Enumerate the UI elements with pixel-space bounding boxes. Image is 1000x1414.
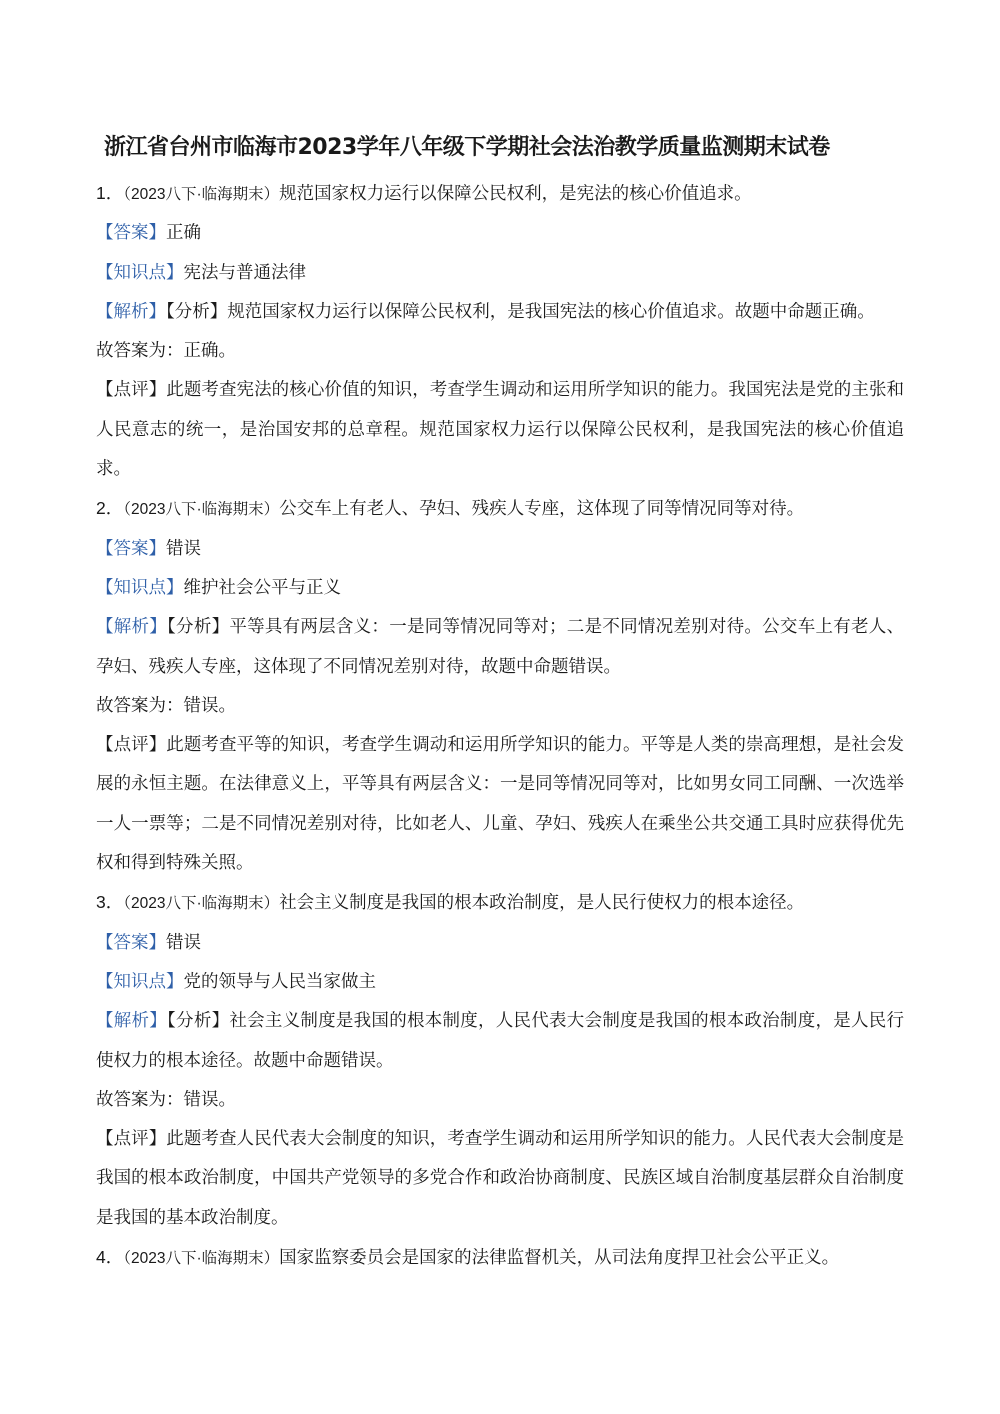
answer-value: 错误 [166,932,201,953]
analysis-text: 平等具有两层含义：一是同等情况同等对；二是不同情况差别对待。公交车上有老人、孕妇、残疾人专座，这体现了不同情况差别对待，故题中命题错误。 [96,617,905,677]
question-stem: 1．（2023八下·临海期末）规范国家权力运行以保障公民权利，是宪法的核心价值追求。 [96,183,752,204]
answer-line [96,924,904,963]
knowledge-line [96,254,904,293]
comment-label: 【点评】 [96,380,167,401]
answer-label: 【答案】 [96,538,166,559]
fenxi-label: 【分析】 [167,617,230,638]
knowledge-line [96,569,904,608]
analysis-label: 【解析】 [96,617,168,638]
analysis-text: 规范国家权力运行以保障公民权利，是我国宪法的核心价值追求。故题中命题正确。 [227,301,875,322]
answer-label: 【答案】 [96,223,166,244]
page-title: 浙江省台州市临海市2023学年八年级下学期社会法治教学质量监测期末试卷 [104,135,830,160]
analysis-line [96,1002,904,1081]
comment-line [96,1120,904,1238]
question-2 [96,489,904,883]
comment-label: 【点评】 [96,1129,167,1150]
knowledge-value: 宪法与普通法律 [183,262,306,283]
knowledge-label: 【知识点】 [96,262,184,283]
answer-value: 正确 [166,223,201,244]
answer-line [96,214,904,253]
knowledge-value: 党的领导与人民当家做主 [183,971,376,992]
final-answer-line: 故答案为：错误。 [96,1089,236,1110]
comment-text: 此题考查宪法的核心价值的知识，考查学生调动和运用所学知识的能力。我国宪法是党的主张和人民意志的统一，是治国安邦的总章程。规范国家权力运行以保障公民权利，是我国宪法的核心价值追求。 [96,380,905,480]
knowledge-line [96,963,904,1002]
comment-text: 此题考查平等的知识，考查学生调动和运用所学知识的能力。平等是人类的崇高理想，是社会发展的永恒主题。在法律意义上，平等具有两层含义：一是同等情况同等对，比如男女同工同酬、一次选举一人一票等；二是不同情况差别对待，比如老人、儿童、孕妇、残疾人在乘坐公共交通工具时应获得优先权和得到特殊关照。 [96,735,905,874]
comment-line [96,371,904,489]
question-stem: 3．（2023八下·临海期末）社会主义制度是我国的根本政治制度，是人民行使权力的根本途径。 [96,892,805,914]
question-4 [96,1238,904,1278]
final-answer-line: 故答案为：错误。 [96,695,236,716]
comment-text: 此题考查人民代表大会制度的知识，考查学生调动和运用所学知识的能力。人民代表大会制度是我国的根本政治制度，中国共产党领导的多党合作和政治协商制度、民族区域自治制度基层群众自治制度是我国的基本政治制度。 [96,1129,905,1228]
question-stem: 4．（2023八下·临海期末）国家监察委员会是国家的法律监督机关，从司法角度捍卫社会公平正义。 [96,1247,840,1269]
analysis-label: 【解析】 [96,1011,168,1032]
answer-value: 错误 [166,538,201,559]
final-answer-line: 故答案为：正确。 [96,341,236,362]
answer-label: 【答案】 [96,932,166,953]
fenxi-label: 【分析】 [167,1011,230,1032]
analysis-label: 【解析】 [96,301,166,322]
answer-line [96,530,904,569]
analysis-text: 社会主义制度是我国的根本制度，人民代表大会制度是我国的根本政治制度，是人民行使权力的根本途径。故题中命题错误。 [96,1011,905,1071]
analysis-line [96,293,904,332]
comment-label: 【点评】 [96,735,167,756]
fenxi-label: 【分析】 [166,301,228,322]
knowledge-label: 【知识点】 [96,577,184,598]
question-1 [96,174,904,489]
question-3 [96,883,904,1238]
analysis-line [96,608,904,687]
comment-line [96,726,904,883]
knowledge-value: 维护社会公平与正义 [183,577,341,598]
knowledge-label: 【知识点】 [96,971,184,992]
question-stem: 2．（2023八下·临海期末）公交车上有老人、孕妇、残疾人专座，这体现了同等情况同等对待。 [96,498,805,520]
exam-page [96,128,904,1278]
